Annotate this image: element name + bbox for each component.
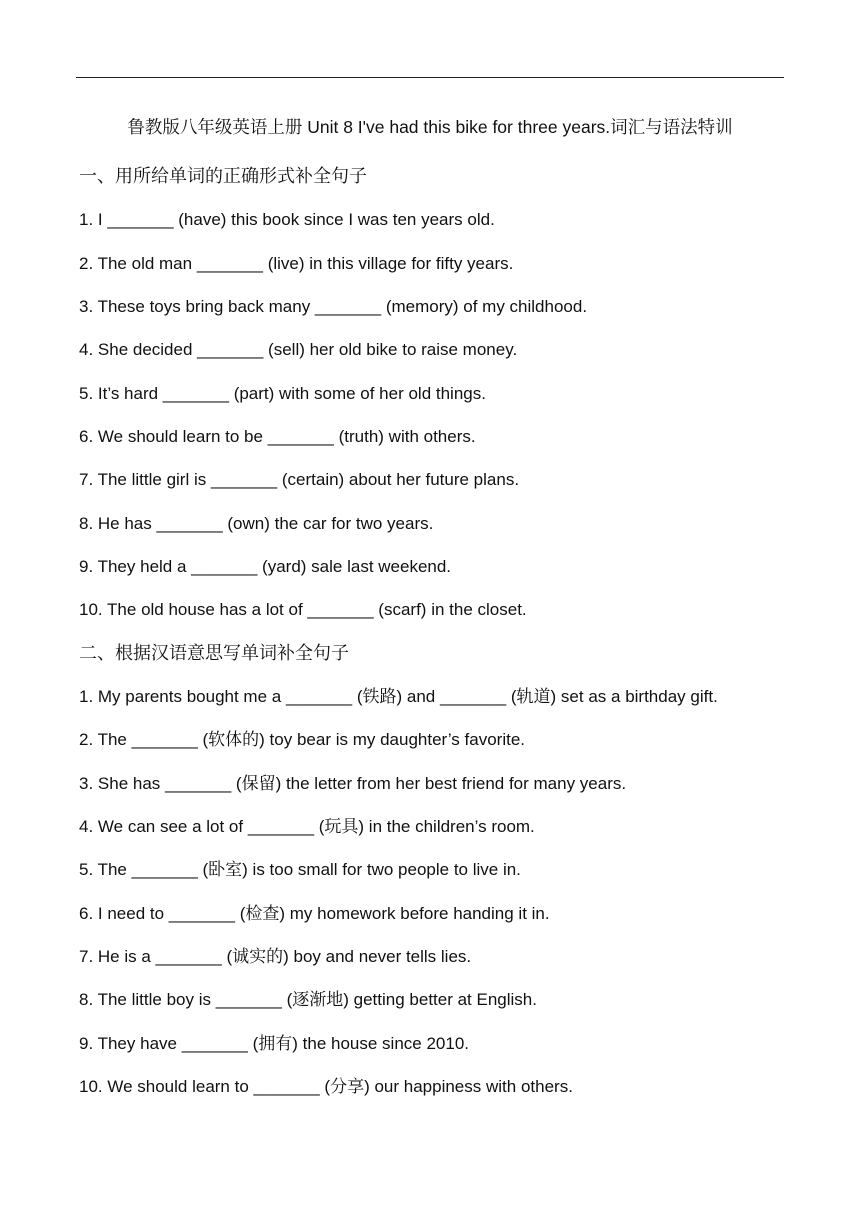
exercise-item: 5. The _______ (卧室) is too small for two people to live in. [79, 860, 521, 879]
exercise-item: 7. He is a _______ (诚实的) boy and never tells lies. [79, 947, 472, 966]
exercise-item: 2. The old man _______ (live) in this village for fifty years. [79, 254, 514, 273]
exercise-item: 5. It’s hard _______ (part) with some of her old things. [79, 384, 486, 403]
exercise-item: 9. They have _______ (拥有) the house since 2010. [79, 1034, 469, 1053]
exercise-item: 3. She has _______ (保留) the letter from her best friend for many years. [79, 774, 627, 793]
section-heading-1: 一、用所给单词的正确形式补全句子 [79, 166, 367, 186]
exercise-item: 3. These toys bring back many _______ (memory) of my childhood. [79, 297, 588, 316]
exercise-item: 1. My parents bought me a _______ (铁路) and _______ (轨道) set as a birthday gift. [79, 687, 718, 706]
exercise-item: 2. The _______ (软体的) toy bear is my daughter’s favorite. [79, 730, 526, 749]
document-title: 鲁教版八年级英语上册 Unit 8 I've had this bike for three years.词汇与语法特训 [127, 117, 733, 137]
exercise-item: 10. The old house has a lot of _______ (scarf) in the closet. [79, 600, 527, 619]
exercise-item: 7. The little girl is _______ (certain) about her future plans. [79, 470, 520, 489]
exercise-item: 4. We can see a lot of _______ (玩具) in the children’s room. [79, 817, 535, 836]
exercise-item: 6. I need to _______ (检查) my homework before handing it in. [79, 904, 550, 923]
exercise-item: 10. We should learn to _______ (分享) our happiness with others. [79, 1077, 573, 1096]
header-rule [76, 77, 784, 78]
section-heading-2: 二、根据汉语意思写单词补全句子 [79, 643, 349, 663]
exercise-item: 9. They held a _______ (yard) sale last weekend. [79, 557, 452, 576]
exercise-item: 1. I _______ (have) this book since I was ten years old. [79, 210, 495, 229]
exercise-item: 8. He has _______ (own) the car for two years. [79, 514, 434, 533]
exercise-item: 6. We should learn to be _______ (truth) with others. [79, 427, 476, 446]
exercise-item: 8. The little boy is _______ (逐渐地) getting better at English. [79, 990, 537, 1009]
exercise-item: 4. She decided _______ (sell) her old bike to raise money. [79, 340, 518, 359]
